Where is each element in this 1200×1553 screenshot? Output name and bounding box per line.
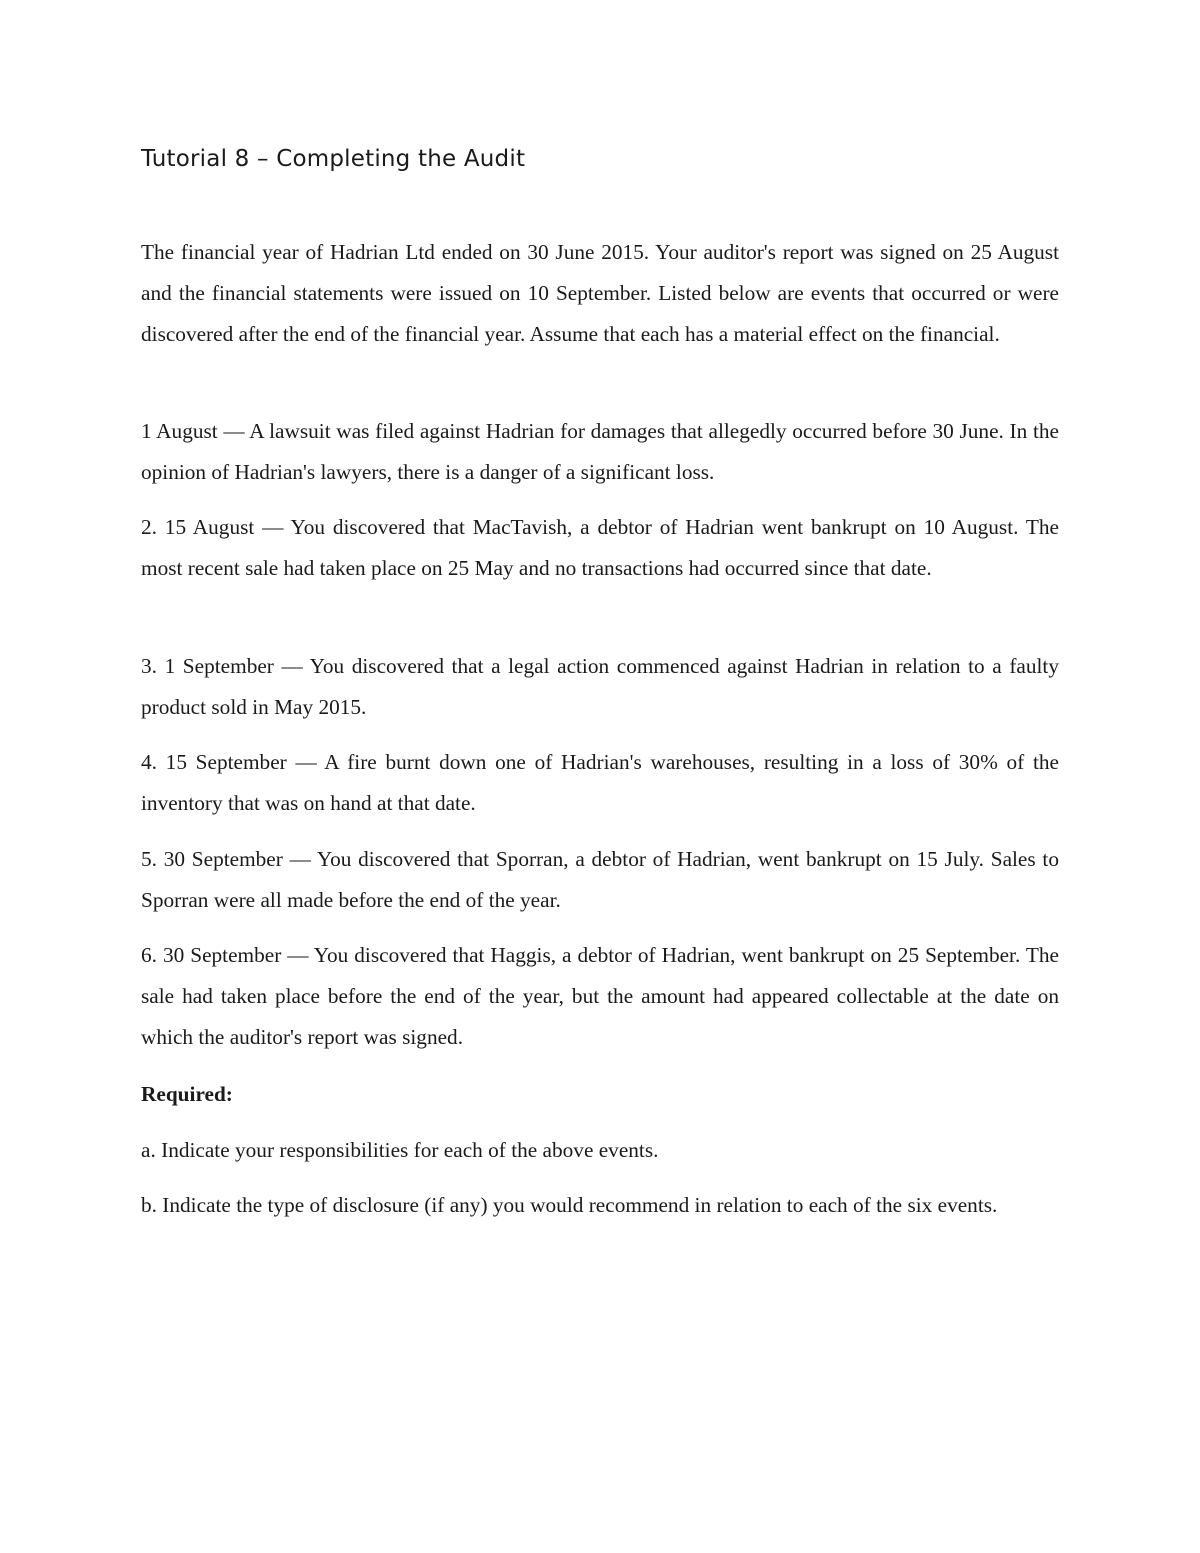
- event-item: 3. 1 September — You discovered that a legal action commenced against Hadrian in relation to a faulty product sold in May 2015.: [141, 654, 1059, 719]
- document-title: Tutorial 8 – Completing the Audit: [141, 146, 526, 172]
- intro-paragraph: The financial year of Hadrian Ltd ended on 30 June 2015. Your auditor's report was signed on 25 August and the financial statements were issued on 10 September. Listed below are events that occurred or were discovered after the end of the financial year. Assume that each has a material effect on the financial.: [141, 240, 1059, 346]
- event-item: 6. 30 September — You discovered that Haggis, a debtor of Hadrian, went bankrupt on 25 September. The sale had taken place before the end of the year, but the amount had appeared collectable at the date on which the auditor's report was signed.: [141, 943, 1059, 1049]
- event-item: 1 August — A lawsuit was filed against Hadrian for damages that allegedly occurred before 30 June. In the opinion of Hadrian's lawyers, there is a danger of a significant loss.: [141, 419, 1059, 484]
- event-item: 2. 15 August — You discovered that MacTavish, a debtor of Hadrian went bankrupt on 10 August. The most recent sale had taken place on 25 May and no transactions had occurred since that date.: [141, 515, 1059, 580]
- event-item: 5. 30 September — You discovered that Sporran, a debtor of Hadrian, went bankrupt on 15 July. Sales to Sporran were all made before the end of the year.: [141, 847, 1059, 912]
- event-item: 4. 15 September — A fire burnt down one of Hadrian's warehouses, resulting in a loss of 30% of the inventory that was on hand at that date.: [141, 750, 1059, 815]
- requirement-item: b. Indicate the type of disclosure (if any) you would recommend in relation to each of the six events.: [141, 1193, 998, 1217]
- requirement-item: a. Indicate your responsibilities for each of the above events.: [141, 1138, 659, 1162]
- required-heading: Required:: [141, 1082, 233, 1106]
